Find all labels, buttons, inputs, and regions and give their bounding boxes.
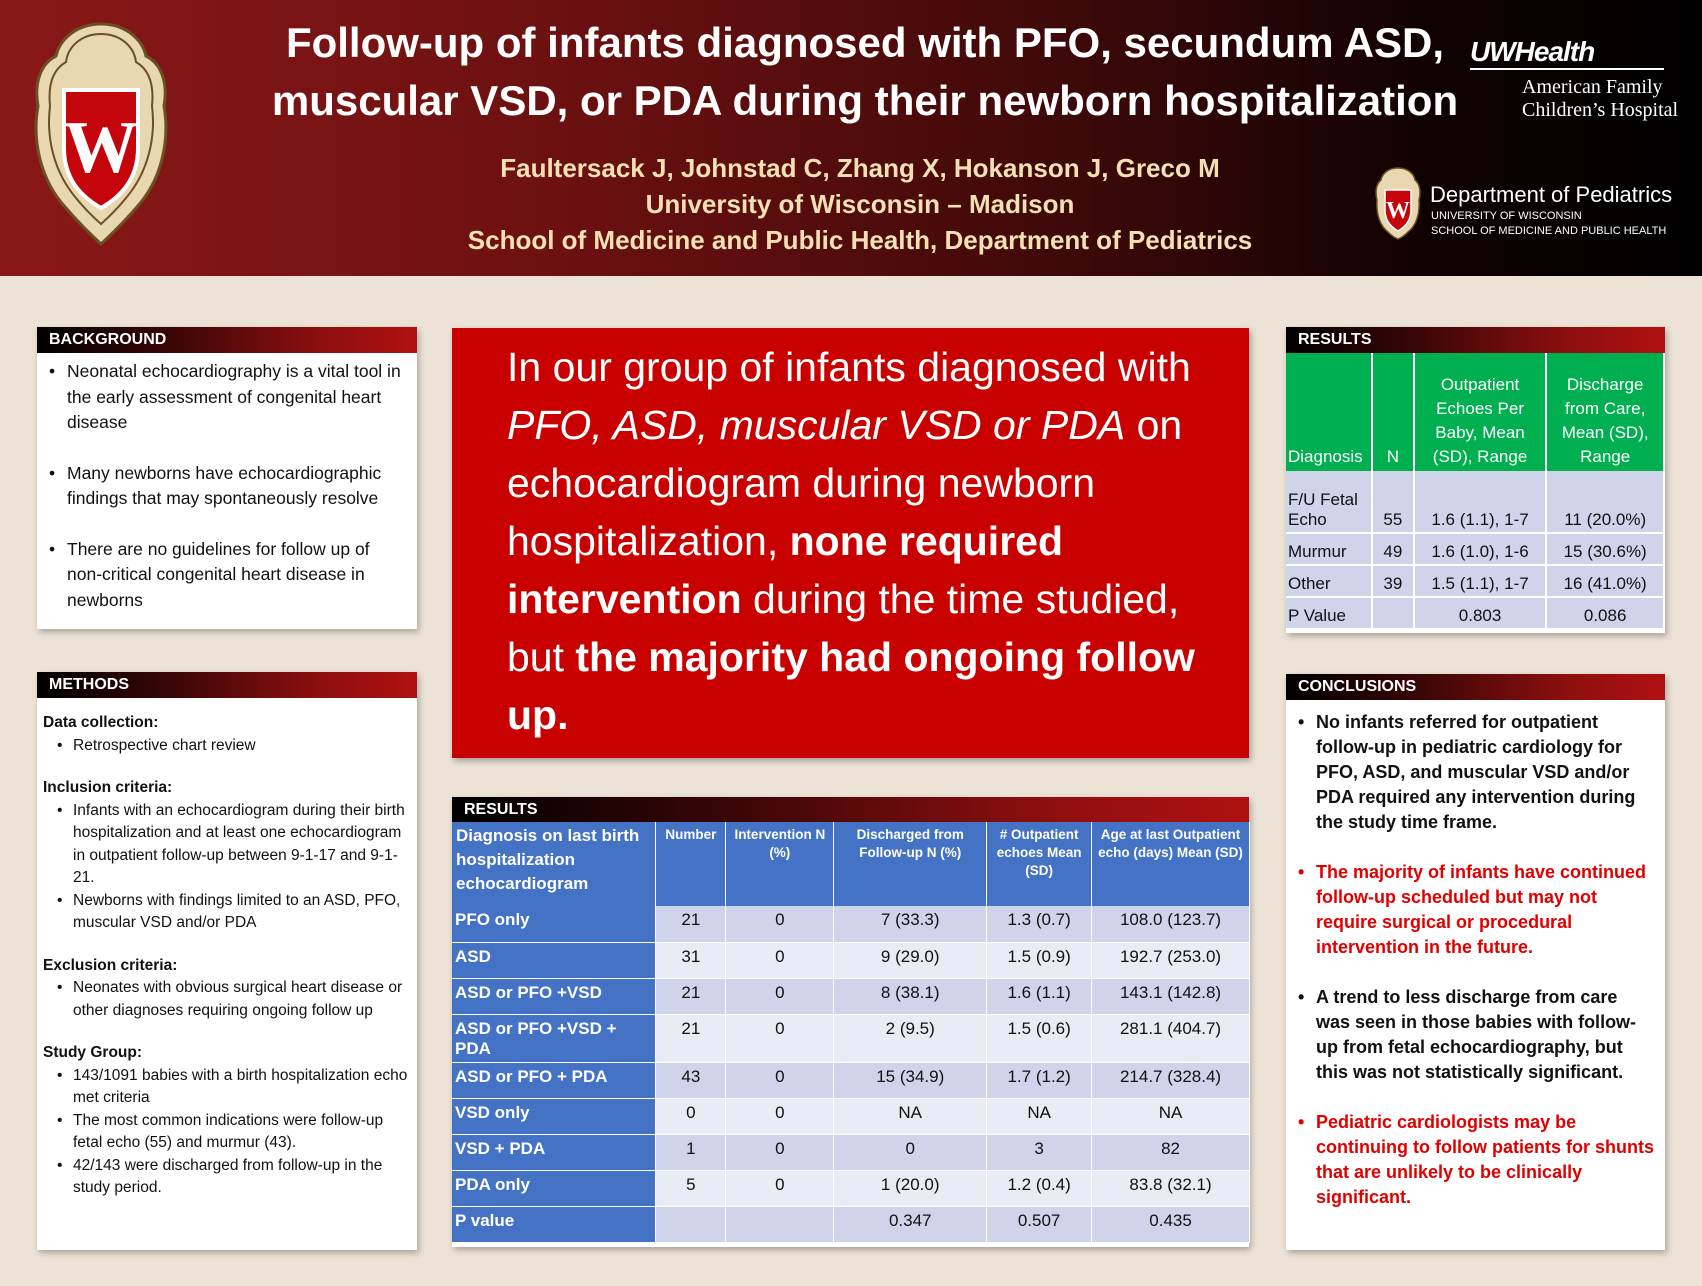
conclusion-item: • A trend to less discharge from care was seen in those babies with follow-up from fetal echocardiography, but this was not statistically significant.: [1316, 985, 1655, 1085]
row-label-cell: ASD: [452, 942, 656, 978]
table-cell: 1: [656, 1134, 726, 1170]
svg-text:W: W: [64, 107, 138, 189]
table-cell: 2 (9.5): [834, 1014, 987, 1062]
table-cell: 1.3 (0.7): [987, 906, 1092, 942]
table-cell: 16 (41.0%): [1546, 565, 1664, 597]
table-row: [452, 978, 1250, 1014]
poster-header: [0, 0, 1702, 276]
table-row-pvalue: [452, 1206, 1250, 1242]
table-cell: 5: [656, 1170, 726, 1206]
table-cell: 49: [1372, 533, 1414, 565]
table-cell: 214.7 (328.4): [1092, 1062, 1250, 1098]
key-finding-text: [507, 338, 1227, 744]
table-cell: 39: [1372, 565, 1414, 597]
table-cell: 0: [726, 906, 834, 942]
col-diagnosis: Diagnosis on last birth hospitalization echocardiogram: [452, 822, 656, 906]
title-line-2: muscular VSD, or PDA during their newborn hospitalization: [271, 77, 1459, 124]
table-cell: 0.347: [834, 1206, 987, 1242]
table-cell: 108.0 (123.7): [1092, 906, 1250, 942]
table-cell: 31: [656, 942, 726, 978]
row-label-cell: VSD + PDA: [452, 1134, 656, 1170]
table-cell: 0: [726, 1014, 834, 1062]
row-label-cell: VSD only: [452, 1098, 656, 1134]
dept-sub-1: UNIVERSITY OF WISCONSIN: [1431, 210, 1582, 222]
table-cell: 1.5 (0.9): [987, 942, 1092, 978]
table-row: [1286, 565, 1664, 597]
row-label-cell: ASD or PFO +VSD: [452, 978, 656, 1014]
table-cell: 1.6 (1.1): [987, 978, 1092, 1014]
row-label-cell: Murmur: [1286, 533, 1372, 565]
table-header-row: Diagnosis N Outpatient Echoes Per Baby, Mean (SD), Range Discharge from Care, Mean (SD), Range: [1286, 353, 1664, 471]
table-cell: 0: [834, 1134, 987, 1170]
key-finding-fragment: PFO, ASD, muscular VSD or PDA: [507, 402, 1126, 448]
table-cell: 43: [656, 1062, 726, 1098]
table-row: [452, 1014, 1250, 1062]
uwhealth-logo: [1470, 36, 1680, 122]
results-table-panel: [452, 797, 1249, 1247]
study-group-item: • The most common indications were follow-up fetal echo (55) and murmur (43).: [73, 1110, 409, 1155]
col-intervention: Intervention N (%): [726, 822, 834, 906]
uw-crest-small-icon: [1374, 166, 1422, 240]
table-cell: 21: [656, 1014, 726, 1062]
methods-panel: [37, 672, 417, 1250]
background-list: [67, 359, 407, 613]
uwhealth-sub-2: Children’s Hospital: [1522, 99, 1679, 121]
table-cell: 1.2 (0.4): [987, 1170, 1092, 1206]
background-item: • Neonatal echocardiography is a vital tool in the early assessment of congenital heart disease: [67, 359, 407, 436]
table-cell: 0: [656, 1098, 726, 1134]
authors-block: [440, 150, 1280, 258]
table-cell: 3: [987, 1134, 1092, 1170]
table-row: [452, 942, 1250, 978]
table-cell: 192.7 (253.0): [1092, 942, 1250, 978]
row-label-cell: PDA only: [452, 1170, 656, 1206]
key-finding-callout: [452, 328, 1249, 758]
inclusion-heading: Inclusion criteria:: [43, 779, 173, 796]
authors: Faultersack J, Johnstad C, Zhang X, Hokanson J, Greco M: [500, 153, 1220, 183]
table-cell: NA: [1092, 1098, 1250, 1134]
table-cell: 83.8 (32.1): [1092, 1170, 1250, 1206]
table-cell: 21: [656, 906, 726, 942]
table-cell: 1.7 (1.2): [987, 1062, 1092, 1098]
results-right-panel: [1286, 327, 1665, 633]
inclusion-item: • Newborns with findings limited to an ASD, PFO, muscular VSD and/or PDA: [73, 890, 409, 935]
background-item: • There are no guidelines for follow up of non-critical congenital heart disease in newborns: [67, 537, 407, 614]
key-finding-fragment: In our group of infants diagnosed with: [507, 344, 1191, 390]
table-cell: 281.1 (404.7): [1092, 1014, 1250, 1062]
table-cell: [1372, 597, 1414, 629]
table-cell: 0: [726, 1170, 834, 1206]
poster-title: [250, 14, 1480, 130]
table-cell: 0.803: [1414, 597, 1547, 629]
table-cell: [726, 1206, 834, 1242]
table-cell: NA: [987, 1098, 1092, 1134]
table-cell: 0: [726, 1062, 834, 1098]
table-cell: 1 (20.0): [834, 1170, 987, 1206]
col-discharged: Discharged from Follow-up N (%): [834, 822, 987, 906]
dept-name: Department of Pediatrics: [1430, 182, 1673, 207]
table-row: [452, 1062, 1250, 1098]
table-cell: 8 (38.1): [834, 978, 987, 1014]
row-label-cell: P Value: [1286, 597, 1372, 629]
conclusion-item: • Pediatric cardiologists may be continuing to follow patients for shunts that are unlikely to be clinically significant.: [1316, 1110, 1655, 1210]
table-cell: [656, 1206, 726, 1242]
table-row: [1286, 533, 1664, 565]
dept-sub-2: SCHOOL OF MEDICINE AND PUBLIC HEALTH: [1431, 225, 1667, 237]
title-line-1: Follow-up of infants diagnosed with PFO, secundum ASD,: [285, 19, 1445, 66]
table-cell: 15 (34.9): [834, 1062, 987, 1098]
background-item: • Many newborns have echocardiographic findings that may spontaneously resolve: [67, 461, 407, 512]
row-label-cell: PFO only: [452, 906, 656, 942]
table-cell: 0: [726, 1134, 834, 1170]
uwhealth-name: UWHealth: [1470, 36, 1664, 70]
key-finding-fragment: none required intervention: [507, 518, 1063, 622]
inclusion-item: • Infants with an echocardiogram during their birth hospitalization and at least one echocardiogram in outpatient follow-up between 9-1-17 and 9-1-21.: [73, 800, 409, 890]
col-outpatient-echoes: # Outpatient echoes Mean (SD): [987, 822, 1092, 906]
table-cell: 15 (30.6%): [1546, 533, 1664, 565]
study-group-item: • 42/143 were discharged from follow-up in the study period.: [73, 1155, 409, 1200]
table-cell: 0: [726, 1098, 834, 1134]
table-cell: 1.5 (0.6): [987, 1014, 1092, 1062]
results-table: [452, 822, 1250, 1243]
uw-crest-logo: [26, 20, 176, 250]
uwhealth-sub-1: American Family: [1522, 76, 1663, 98]
conclusions-list: [1316, 710, 1655, 1210]
table-cell: 7 (33.3): [834, 906, 987, 942]
table-cell: 0: [726, 942, 834, 978]
exclusion-item: • Neonates with obvious surgical heart disease or other diagnoses requiring ongoing follow up: [73, 977, 409, 1022]
table-header-row: [452, 822, 1250, 906]
key-finding-fragment: during the time studied, but: [507, 576, 1180, 680]
table-cell: 1.5 (1.1), 1-7: [1414, 565, 1547, 597]
table-cell: 11 (20.0%): [1546, 471, 1664, 533]
table-cell: 0.507: [987, 1206, 1092, 1242]
conclusions-panel: [1286, 674, 1665, 1250]
data-collection-heading: Data collection:: [43, 714, 159, 731]
row-label-cell: ASD or PFO + PDA: [452, 1062, 656, 1098]
table-row: [452, 906, 1250, 942]
key-finding-fragment: the majority had ongoing follow up.: [507, 634, 1195, 738]
results-right-table: [1286, 353, 1665, 630]
conclusion-item: • No infants referred for outpatient follow-up in pediatric cardiology for PFO, ASD, and muscular VSD and/or PDA required any intervention during the study time frame.: [1316, 710, 1655, 835]
svg-text:W: W: [1386, 198, 1410, 224]
results-right-heading: RESULTS: [1286, 327, 1665, 353]
table-cell: 9 (29.0): [834, 942, 987, 978]
table-row: [1286, 471, 1664, 533]
row-label-cell: ASD or PFO +VSD + PDA: [452, 1014, 656, 1062]
table-cell: 0.435: [1092, 1206, 1250, 1242]
col-number: Number: [656, 822, 726, 906]
table-row-pvalue: [1286, 597, 1664, 629]
conclusions-heading: CONCLUSIONS: [1286, 674, 1665, 700]
row-label-cell: Other: [1286, 565, 1372, 597]
key-finding-fragment: on echocardiogram during newborn hospitalization,: [507, 402, 1183, 564]
col-age-last-echo: Age at last Outpatient echo (days) Mean (SD): [1092, 822, 1250, 906]
conclusion-item: • The majority of infants have continued follow-up scheduled but may not require surgical or procedural intervention in the future.: [1316, 860, 1655, 960]
table-cell: 82: [1092, 1134, 1250, 1170]
table-cell: NA: [834, 1098, 987, 1134]
table-cell: 1.6 (1.0), 1-6: [1414, 533, 1547, 565]
background-panel: [37, 327, 417, 629]
table-cell: 143.1 (142.8): [1092, 978, 1250, 1014]
exclusion-heading: Exclusion criteria:: [43, 956, 178, 974]
background-heading: BACKGROUND: [37, 327, 417, 353]
institution: University of Wisconsin – Madison: [645, 189, 1075, 219]
study-group-item: • 143/1091 babies with a birth hospitalization echo met criteria: [73, 1065, 409, 1110]
data-collection-item: • Retrospective chart review: [73, 735, 409, 758]
study-group-heading: Study Group:: [43, 1044, 143, 1061]
table-cell: 0: [726, 978, 834, 1014]
table-cell: 0.086: [1546, 597, 1664, 629]
results-heading: RESULTS: [452, 797, 1249, 822]
table-row: [452, 1170, 1250, 1206]
table-row: [452, 1098, 1250, 1134]
table-row: [452, 1134, 1250, 1170]
table-cell: 55: [1372, 471, 1414, 533]
table-cell: 1.6 (1.1), 1-7: [1414, 471, 1547, 533]
row-label-cell: P value: [452, 1206, 656, 1242]
table-cell: 21: [656, 978, 726, 1014]
department: School of Medicine and Public Health, Department of Pediatrics: [467, 225, 1253, 255]
row-label-cell: F/U Fetal Echo: [1286, 471, 1372, 533]
methods-heading: METHODS: [37, 672, 417, 698]
